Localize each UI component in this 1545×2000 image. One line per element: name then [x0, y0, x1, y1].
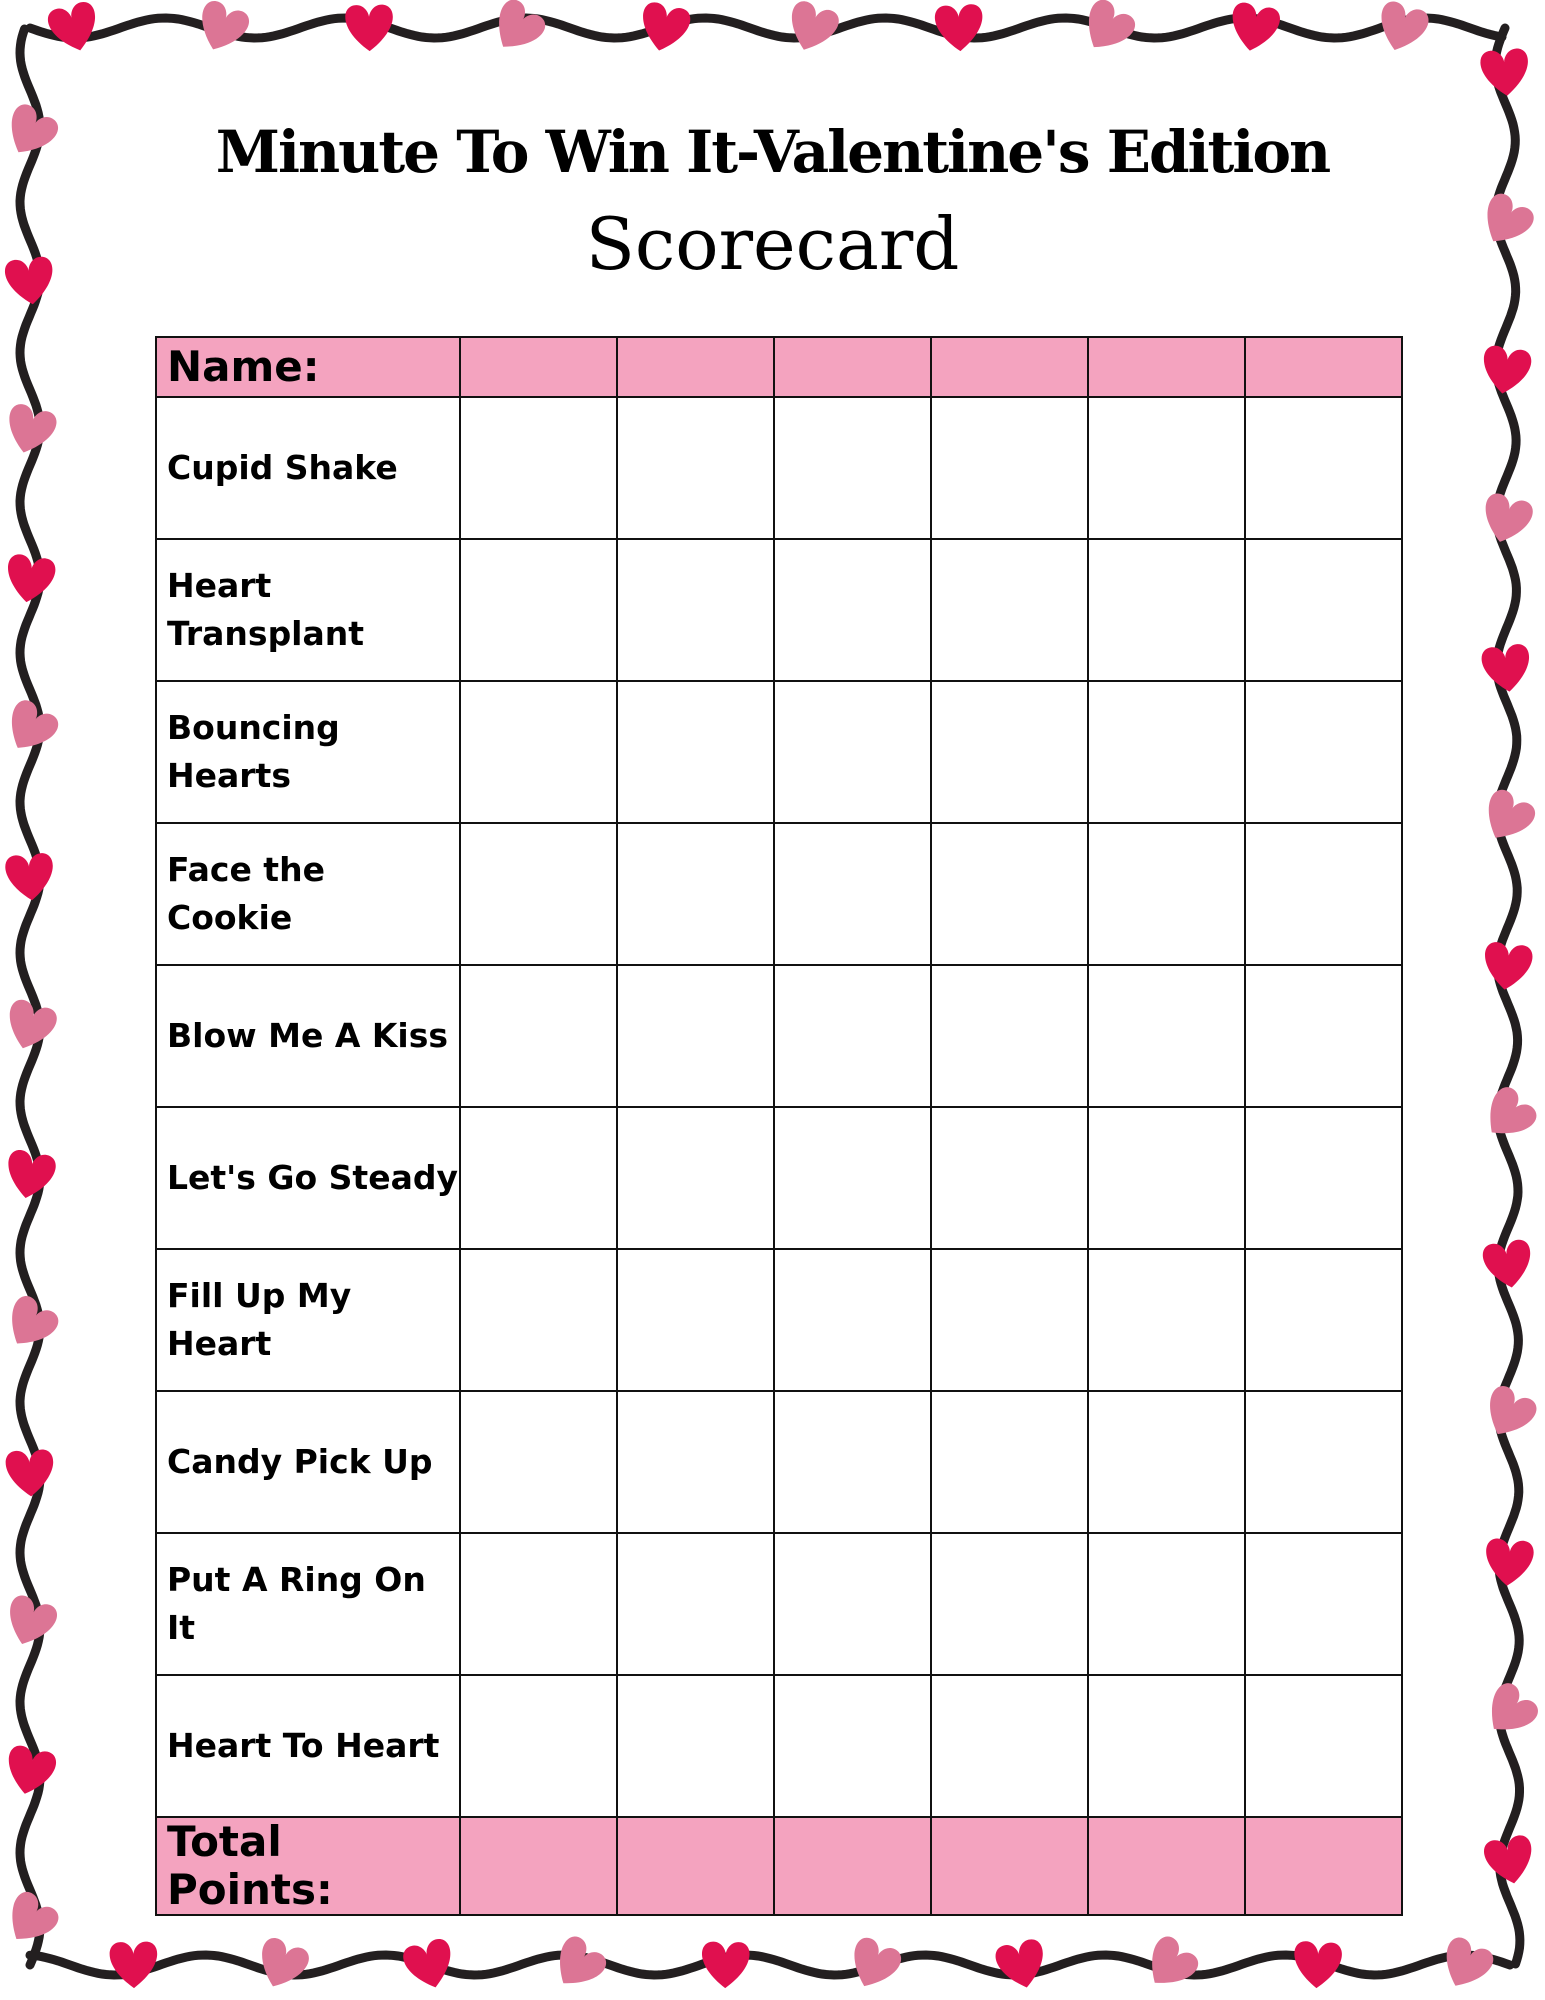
- game-row-label: Fill Up My Heart: [156, 1249, 460, 1391]
- page-subtitle: Scorecard: [585, 202, 960, 286]
- score-cell[interactable]: [774, 1391, 931, 1533]
- score-cell[interactable]: [774, 1675, 931, 1817]
- game-row: [156, 1675, 1402, 1817]
- game-row-label: Heart Transplant: [156, 539, 460, 681]
- heart-icon: [842, 1934, 904, 1996]
- score-cell[interactable]: [460, 1817, 617, 1915]
- game-row-label: Let's Go Steady: [156, 1107, 460, 1249]
- score-cell[interactable]: [1088, 681, 1245, 823]
- heart-icon: [1477, 1382, 1541, 1445]
- total-row-label: Total Points:: [156, 1817, 460, 1915]
- heart-icon: [345, 4, 393, 51]
- score-cell[interactable]: [931, 1249, 1088, 1391]
- heart-icon: [1480, 643, 1533, 695]
- score-cell[interactable]: [460, 1249, 617, 1391]
- page-title: Minute To Win It-Valentine's Edition: [215, 118, 1330, 186]
- score-cell[interactable]: [460, 1533, 617, 1675]
- heart-icon: [0, 1292, 63, 1357]
- game-row-label: Put A Ring On It: [156, 1533, 460, 1675]
- score-cell[interactable]: [1088, 823, 1245, 965]
- score-cell[interactable]: [774, 1249, 931, 1391]
- score-cell[interactable]: [617, 397, 774, 539]
- score-cell[interactable]: [1245, 1533, 1402, 1675]
- heart-icon: [1475, 1083, 1541, 1149]
- score-cell[interactable]: [931, 681, 1088, 823]
- score-cell[interactable]: [774, 965, 931, 1107]
- score-cell[interactable]: [617, 539, 774, 681]
- game-row: [156, 1249, 1402, 1391]
- score-cell[interactable]: [931, 397, 1088, 539]
- score-cell[interactable]: [1245, 1107, 1402, 1249]
- heart-icon: [45, 0, 103, 56]
- score-cell[interactable]: [617, 681, 774, 823]
- heart-icon: [0, 997, 59, 1056]
- heart-icon: [2, 1148, 57, 1202]
- game-row: [156, 397, 1402, 539]
- garland-string: [30, 1955, 1510, 1975]
- score-cell[interactable]: [1245, 681, 1402, 823]
- score-cell[interactable]: [1245, 1817, 1402, 1915]
- game-row-label: Heart To Heart: [156, 1675, 460, 1817]
- score-cell[interactable]: [931, 539, 1088, 681]
- score-cell[interactable]: [774, 1817, 931, 1915]
- score-cell[interactable]: [617, 1107, 774, 1249]
- score-cell[interactable]: [1088, 1675, 1245, 1817]
- garland-string: [1495, 28, 1520, 1964]
- heart-icon: [782, 0, 842, 58]
- heart-icon: [5, 1449, 55, 1498]
- score-cell[interactable]: [617, 965, 774, 1107]
- score-cell[interactable]: [931, 965, 1088, 1107]
- heart-icon: [1483, 1538, 1534, 1588]
- total-row: [156, 1817, 1402, 1915]
- score-cell[interactable]: [617, 337, 774, 397]
- score-cell[interactable]: [931, 1391, 1088, 1533]
- score-cell[interactable]: [617, 1249, 774, 1391]
- heart-icon: [934, 4, 984, 53]
- heart-icon: [545, 1932, 611, 1998]
- score-cell[interactable]: [931, 823, 1088, 965]
- score-cell[interactable]: [617, 1391, 774, 1533]
- score-cell[interactable]: [1245, 823, 1402, 965]
- game-row: [156, 823, 1402, 965]
- score-cell[interactable]: [931, 1533, 1088, 1675]
- heart-icon: [993, 1937, 1050, 1993]
- heart-icon: [636, 0, 693, 56]
- scorecard-table: [155, 336, 1403, 1916]
- garland-string: [20, 29, 40, 1965]
- score-cell[interactable]: [1088, 1533, 1245, 1675]
- score-cell[interactable]: [1088, 397, 1245, 539]
- score-cell[interactable]: [774, 681, 931, 823]
- score-cell[interactable]: [774, 397, 931, 539]
- heart-icon: [2, 1743, 59, 1799]
- heart-icon: [701, 1941, 749, 1988]
- heart-icon: [1, 402, 59, 460]
- score-cell[interactable]: [1245, 965, 1402, 1107]
- score-cell[interactable]: [1088, 1249, 1245, 1391]
- heart-icon: [1293, 1941, 1343, 1990]
- game-row-label: Candy Pick Up: [156, 1391, 460, 1533]
- score-cell[interactable]: [1088, 1817, 1245, 1915]
- score-cell[interactable]: [460, 965, 617, 1107]
- heart-icon: [484, 0, 550, 61]
- score-cell[interactable]: [1088, 965, 1245, 1107]
- game-row: [156, 539, 1402, 681]
- heart-icon: [1479, 48, 1530, 98]
- score-cell[interactable]: [617, 1533, 774, 1675]
- score-cell[interactable]: [774, 1107, 931, 1249]
- score-cell[interactable]: [1245, 397, 1402, 539]
- game-row: [156, 965, 1402, 1107]
- score-cell[interactable]: [1245, 539, 1402, 681]
- game-row: [156, 1107, 1402, 1249]
- heart-icon: [3, 553, 57, 606]
- score-cell[interactable]: [460, 1107, 617, 1249]
- heart-icon: [1481, 941, 1534, 993]
- heart-icon: [1479, 344, 1533, 397]
- score-cell[interactable]: [1088, 539, 1245, 681]
- game-row-label: Face the Cookie: [156, 823, 460, 965]
- heart-icon: [0, 1592, 60, 1652]
- score-cell[interactable]: [931, 1817, 1088, 1915]
- heart-icon: [1434, 1934, 1497, 1996]
- score-cell[interactable]: [774, 539, 931, 681]
- heart-icon: [1074, 0, 1139, 60]
- score-cell[interactable]: [460, 823, 617, 965]
- heart-icon: [1481, 1238, 1535, 1291]
- score-cell[interactable]: [931, 337, 1088, 397]
- score-cell[interactable]: [1245, 337, 1402, 397]
- heart-icon: [4, 852, 55, 902]
- heart-icon: [109, 1941, 157, 1988]
- game-row: [156, 1391, 1402, 1533]
- score-cell[interactable]: [1088, 337, 1245, 397]
- game-row: [156, 1533, 1402, 1675]
- heart-icon: [1477, 491, 1535, 549]
- garland-string: [30, 18, 1502, 38]
- score-cell[interactable]: [1088, 1107, 1245, 1249]
- score-cell[interactable]: [460, 681, 617, 823]
- score-cell[interactable]: [617, 1817, 774, 1915]
- score-cell[interactable]: [774, 337, 931, 397]
- score-cell[interactable]: [774, 1533, 931, 1675]
- score-cell[interactable]: [931, 1675, 1088, 1817]
- name-row-label: Name:: [156, 337, 460, 397]
- heart-icon: [401, 1937, 459, 1994]
- score-cell[interactable]: [460, 337, 617, 397]
- score-cell[interactable]: [1245, 1249, 1402, 1391]
- score-cell[interactable]: [931, 1107, 1088, 1249]
- score-cell[interactable]: [1088, 1391, 1245, 1533]
- score-cell[interactable]: [617, 823, 774, 965]
- game-row-label: Bouncing Hearts: [156, 681, 460, 823]
- game-row: [156, 681, 1402, 823]
- score-cell[interactable]: [1245, 1391, 1402, 1533]
- name-row: [156, 337, 1402, 397]
- score-cell[interactable]: [617, 1675, 774, 1817]
- game-row-label: Cupid Shake: [156, 397, 460, 539]
- heart-icon: [1475, 786, 1539, 850]
- game-row-label: Blow Me A Kiss: [156, 965, 460, 1107]
- heart-icon: [1227, 1, 1282, 55]
- heart-icon: [1476, 1679, 1542, 1745]
- score-cell[interactable]: [460, 539, 617, 681]
- score-cell[interactable]: [1245, 1675, 1402, 1817]
- score-cell[interactable]: [460, 1391, 617, 1533]
- score-cell[interactable]: [460, 397, 617, 539]
- score-cell[interactable]: [774, 823, 931, 965]
- score-cell[interactable]: [460, 1675, 617, 1817]
- heart-icon: [0, 1888, 63, 1953]
- heart-icon: [1482, 1833, 1537, 1887]
